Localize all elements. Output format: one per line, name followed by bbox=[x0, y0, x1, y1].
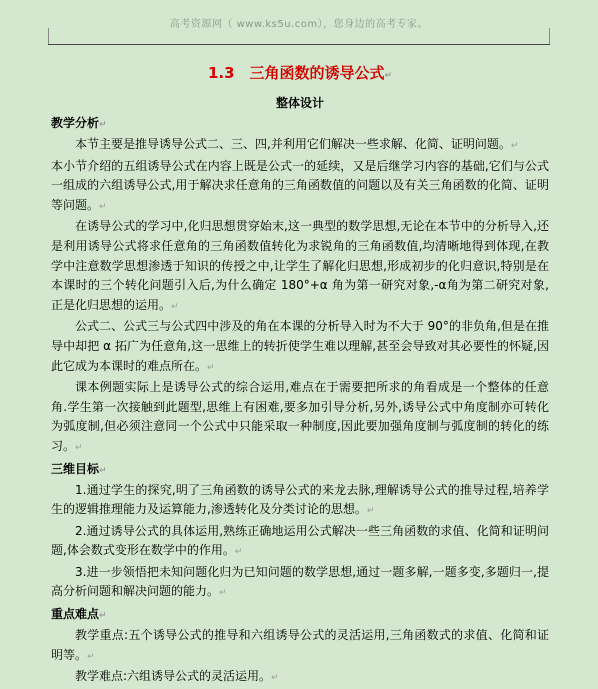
paragraph-mark: ↵ bbox=[384, 71, 393, 81]
paragraph-text: 本小节介绍的五组诱导公式在内容上既是公式一的延续，又是后继学习内容的基础,它们与公式一组成的六组诱导公式,用于解决求任意角的三角函数值的问题以及有关三角函数的化简、证明等问题。 bbox=[51, 158, 549, 212]
section-heading bbox=[51, 459, 549, 481]
body-paragraph bbox=[51, 626, 549, 667]
page-header bbox=[0, 0, 598, 44]
header-rule bbox=[48, 44, 550, 45]
body-paragraph bbox=[51, 217, 549, 317]
paragraph-text: 1.通过学生的探究,明了三角函数的诱导公式的来龙去脉,理解诱导公式的推导过程,培养学生的逻辑推理能力及运算能力,渗透转化及分类讨论的思想。 bbox=[51, 482, 549, 517]
paragraph-mark: ↵ bbox=[234, 547, 243, 558]
body-paragraph bbox=[51, 135, 549, 157]
section-heading-text: 教学分析 bbox=[51, 116, 100, 130]
body-paragraph bbox=[51, 317, 549, 378]
body-paragraph bbox=[51, 481, 549, 522]
document-title-text: 1.3 三角函数的诱导公式 bbox=[207, 64, 385, 82]
section-heading-text: 三维目标 bbox=[51, 461, 100, 476]
section-heading bbox=[51, 604, 549, 626]
paragraph-mark: ↵ bbox=[99, 120, 107, 130]
paragraph-text: 公式二、公式三与公式四中涉及的角在本课的分析导入时为不大于 90°的非负角,但是在推导中却把 α 拓广为任意角,这一思维上的转折使学生难以理解,甚至会导致对其必要性的怀疑,因此它成为本课时的难点所在。 bbox=[51, 319, 549, 373]
paragraph-text: 在诱导公式的学习中,化归思想贯穿始末,这一典型的数学思想,无论在本节中的分析导入,还是利用诱导公式将求任意角的三角函数值转化为求锐角的三角函数值,均清晰地得到体现,在教学中注意数学思想渗透于知识的传授之中,让学生了解化归思想,形成初步的化归意识,特别是在本课时的三个转化问题引入后,为什么确定 180°+α 角为第一研究对象,-α角为第二研究对象,正是化归思想的运用。 bbox=[51, 219, 549, 312]
paragraph-mark: ↵ bbox=[99, 201, 107, 212]
margin-corner-left bbox=[48, 28, 49, 44]
paragraph-mark: ↵ bbox=[271, 673, 279, 684]
document-subtitle: 整体设计 bbox=[275, 96, 324, 110]
paragraph-mark: ↵ bbox=[99, 465, 107, 476]
section-heading-text: 重点难点 bbox=[51, 607, 100, 622]
paragraph-text: 教学难点:六组诱导公式的灵活运用。 bbox=[75, 669, 272, 684]
header-site-text: 高考资源网（ www.ks5u.com），您身边的高考专家。 bbox=[169, 19, 429, 30]
paragraph-mark: ↵ bbox=[366, 506, 375, 517]
body-paragraph bbox=[51, 522, 549, 563]
paragraph-mark: ↵ bbox=[75, 442, 83, 453]
body-paragraph bbox=[51, 378, 549, 458]
body-paragraph bbox=[51, 667, 549, 689]
margin-corner-right bbox=[549, 28, 550, 44]
paragraph-text: 课本例题实际上是诱导公式的综合运用,难点在于需要把所求的角看成是一个整体的任意角.学生第一次接触到此题型,思维上有困难,要多加引导分析,另外,诱导公式中角度制亦可转化为弧度制,但必须注意同一个公式中只能采取一种制度,因此要加强角度制与弧度制的转化的练习。 bbox=[51, 380, 549, 453]
section-heading bbox=[51, 113, 549, 135]
paragraph-mark: ↵ bbox=[171, 301, 179, 312]
paragraph-mark: ↵ bbox=[99, 611, 107, 622]
paragraph-mark: ↵ bbox=[87, 651, 95, 662]
body-paragraph bbox=[51, 563, 549, 604]
paragraph-mark: ↵ bbox=[510, 141, 519, 151]
document-title bbox=[51, 60, 549, 89]
paragraph-text: 2.通过诱导公式的具体运用,熟练正确地运用公式解决一些三角函数的求值、化简和证明问题,体会数式变形在数学中的作用。 bbox=[51, 523, 549, 558]
body-paragraph bbox=[51, 157, 549, 218]
document-body bbox=[51, 60, 549, 689]
paragraph-mark: ↵ bbox=[207, 362, 215, 373]
paragraph-mark: ↵ bbox=[219, 588, 227, 599]
paragraph-text: 本节主要是推导诱导公式二、三、四,并利用它们解决一些求解、化简、证明问题。 bbox=[75, 137, 511, 151]
paragraph-text: 教学重点:五个诱导公式的推导和六组诱导公式的灵活运用,三角函数式的求值、化简和证明等。 bbox=[51, 628, 549, 662]
paragraph-text: 3.进一步领悟把未知问题化归为已知问题的数学思想,通过一题多解,一题多变,多题归一,提高分析问题和解决问题的能力。 bbox=[51, 564, 549, 599]
